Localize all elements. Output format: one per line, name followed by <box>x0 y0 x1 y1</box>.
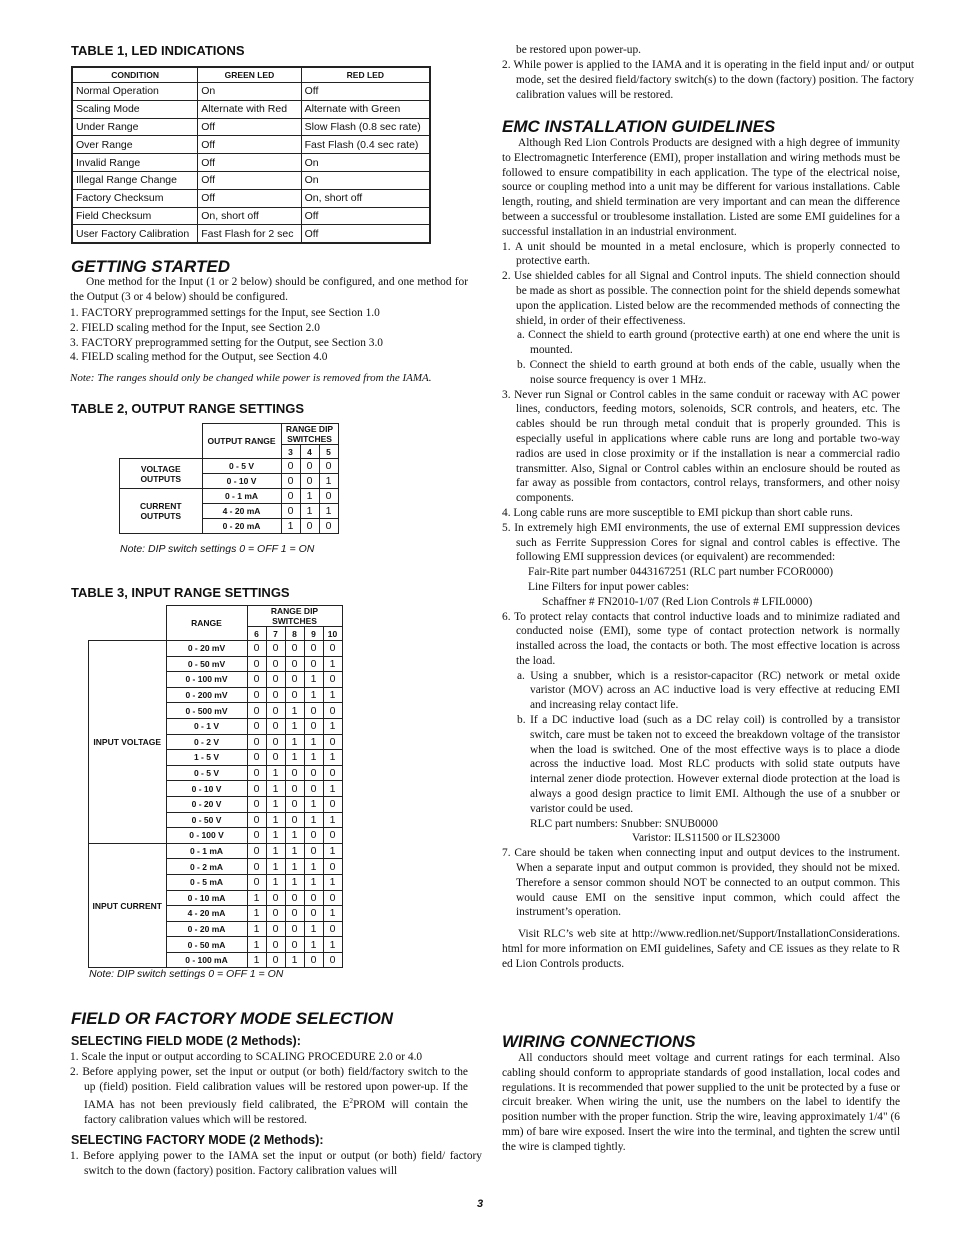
table3-dip-cell: 1 <box>285 874 304 890</box>
emc-visit: Visit RLC’s web site at http://www.redlion.net/Support/InstallationConsiderations.html for more information on EMI guidelines, Safety and CE issues as they relate to Red Lion Controls products. <box>502 928 900 970</box>
table3-dip-cell: 0 <box>266 703 285 719</box>
getting-started-list <box>70 306 468 365</box>
table2-range-cell: 0 - 1 mA <box>202 489 281 504</box>
table3-dip-cell: 0 <box>304 703 323 719</box>
table3-note: Note: DIP switch settings 0 = OFF 1 = ON <box>89 968 284 980</box>
table3-dip-cell: 1 <box>285 718 304 734</box>
table3-col-range: RANGE <box>166 606 247 641</box>
table-row <box>120 459 339 474</box>
table-cell: On <box>301 171 430 189</box>
table3-dip-cell: 0 <box>247 859 266 875</box>
table3-dip-cell: 1 <box>304 796 323 812</box>
table3-dip-cell: 0 <box>285 641 304 657</box>
table-cell: Off <box>198 154 301 172</box>
table3-dip-cell: 1 <box>304 734 323 750</box>
table3-dip-cell: 1 <box>247 890 266 906</box>
list-item: 1. FACTORY preprogrammed settings for the Input, see Section 1.0 <box>70 307 380 319</box>
emc-item-2b: b. Connect the shield to earth ground at both ends of the cable, usually when the noise source frequency is over 1 MHz. <box>517 358 900 386</box>
table2-group-label: CURRENT OUTPUTS <box>120 489 203 534</box>
table3-range-cell: 4 - 20 mA <box>166 906 247 922</box>
table3-dip-cell: 1 <box>285 703 304 719</box>
table3-dip-cell: 0 <box>247 687 266 703</box>
table2-range-cell: 0 - 5 V <box>202 459 281 474</box>
table2-dip-cell: 1 <box>300 504 319 519</box>
table3-dip-cell: 0 <box>266 687 285 703</box>
table3-dip-cell: 0 <box>247 703 266 719</box>
table3-dip-cell: 0 <box>266 937 285 953</box>
table3-switch-header: 7 <box>266 627 285 641</box>
table2-dip-cell: 0 <box>300 519 319 534</box>
table3-range-cell: 0 - 10 V <box>166 781 247 797</box>
table3-dip-cell: 0 <box>323 859 342 875</box>
table3-dip-cell: 0 <box>304 656 323 672</box>
table-cell: On <box>198 83 301 101</box>
table3-dip-cell: 1 <box>304 750 323 766</box>
table3-dip-cell: 0 <box>247 796 266 812</box>
table3-dip-cell: 0 <box>304 781 323 797</box>
table3-dip-cell: 1 <box>285 750 304 766</box>
table3-dip-cell: 1 <box>266 843 285 859</box>
table2-dip-cell: 0 <box>300 474 319 489</box>
emc-item-7: 7. Care should be taken when connecting input and output devices to the instrument. When a separate input and output common is provided, they should not be mixed. Therefore a sensor common should NOT be connected to an output common. This would cause EMI on the sensitive input common, which could affect the instrument’s operation. <box>502 847 900 919</box>
table3-dip-cell: 0 <box>323 921 342 937</box>
table-row <box>89 843 343 859</box>
table2-dip-cell: 1 <box>300 489 319 504</box>
table-row <box>120 489 339 504</box>
table-cell: On <box>301 154 430 172</box>
table3-dip-cell: 1 <box>266 765 285 781</box>
table-cell: On, short off <box>301 189 430 207</box>
table3-dip-cell: 1 <box>285 952 304 968</box>
table-cell: Fast Flash for 2 sec <box>198 225 301 243</box>
table3-range-cell: 0 - 50 mV <box>166 656 247 672</box>
emc-item-4: 4. Long cable runs are more susceptible to EMI pickup than short cable runs. <box>502 506 853 519</box>
table3-range-cell: 0 - 100 mA <box>166 952 247 968</box>
table3-dip-cell: 1 <box>323 656 342 672</box>
table-cell: Fast Flash (0.4 sec rate) <box>301 136 430 154</box>
table3-dip-cell: 1 <box>304 812 323 828</box>
table3-title: TABLE 3, INPUT RANGE SETTINGS <box>71 585 290 600</box>
table3-switch-header: 10 <box>323 627 342 641</box>
table3-dip-cell: 0 <box>304 718 323 734</box>
table-cell: On, short off <box>198 207 301 225</box>
table-cell: Scaling Mode <box>72 100 198 118</box>
table3-dip-cell: 0 <box>304 641 323 657</box>
table2-switch-header: 4 <box>300 445 319 459</box>
table3-dip-cell: 1 <box>266 781 285 797</box>
table3-dip-cell: 0 <box>285 672 304 688</box>
table3-range-cell: 0 - 2 V <box>166 734 247 750</box>
table3-range-cell: 0 - 20 mA <box>166 921 247 937</box>
table3-dip-cell: 1 <box>323 750 342 766</box>
emc-item-6a: a. Using a snubber, which is a resistor-capacitor (RC) network or metal oxide varistor (MOV) across an AC inductive load is very effective at reducing EMI and increasing relay contact life. <box>517 669 900 712</box>
table3-dip-cell: 0 <box>323 703 342 719</box>
emc-item-5-line3: Schaffner # FN2010-1/07 (Red Lion Controls # LFIL0000) <box>542 595 813 608</box>
table2-switch-header: 3 <box>281 445 300 459</box>
table2-dip-cell: 0 <box>281 474 300 489</box>
table3-dip-cell: 0 <box>285 796 304 812</box>
table3-dip-cell: 0 <box>323 796 342 812</box>
table3-range-cell: 0 - 20 mV <box>166 641 247 657</box>
table3-group-label: INPUT CURRENT <box>89 843 167 968</box>
table3-range-cell: 0 - 100 V <box>166 828 247 844</box>
table3-dip-cell: 0 <box>285 781 304 797</box>
table3-dip-cell: 1 <box>285 734 304 750</box>
table3-dip-cell: 1 <box>247 906 266 922</box>
field-mode-subheading: SELECTING FIELD MODE (2 Methods): <box>71 1034 301 1048</box>
table3-range-cell: 0 - 200 mV <box>166 687 247 703</box>
table3-dip-cell: 0 <box>323 952 342 968</box>
table3-dip-cell: 1 <box>323 812 342 828</box>
factory-mode-subheading: SELECTING FACTORY MODE (2 Methods): <box>71 1133 324 1147</box>
table3-range-cell: 1 - 5 V <box>166 750 247 766</box>
table3-range-cell: 0 - 5 V <box>166 765 247 781</box>
table2-range-cell: 0 - 20 mA <box>202 519 281 534</box>
output-range-table <box>119 423 339 534</box>
table2-dip-cell: 0 <box>300 459 319 474</box>
table3-dip-cell: 0 <box>247 828 266 844</box>
emc-item-1: 1. A unit should be mounted in a metal enclosure, which is properly connected to protective earth. <box>502 240 900 268</box>
emc-item-5: 5. In extremely high EMI environments, the use of external EMI suppression devices such as Ferrite Suppression Cores for signal and control cables is effective. The following EMI suppression devices (or equivalent) are recommended: <box>502 521 900 564</box>
table2-dip-cell: 1 <box>319 474 338 489</box>
getting-started-note: Note: The ranges should only be changed while power is removed from the IAMA. <box>70 372 432 384</box>
emc-item-6-rlc2: Varistor: ILS11500 or ILS23000 <box>632 832 780 845</box>
table3-dip-cell: 1 <box>266 796 285 812</box>
table1-header: CONDITION <box>72 67 198 83</box>
table-row <box>72 154 430 172</box>
table3-dip-cell: 0 <box>247 718 266 734</box>
table3-dip-cell: 1 <box>285 828 304 844</box>
table3-dip-cell: 0 <box>247 734 266 750</box>
table3-dip-cell: 0 <box>247 765 266 781</box>
table-cell: Off <box>301 83 430 101</box>
table2-dip-cell: 1 <box>281 519 300 534</box>
table3-dip-cell: 0 <box>266 672 285 688</box>
table2-group-label: VOLTAGE OUTPUTS <box>120 459 203 489</box>
table3-group-label: INPUT VOLTAGE <box>89 641 167 844</box>
table-cell: Alternate with Green <box>301 100 430 118</box>
table3-dip-cell: 0 <box>304 952 323 968</box>
table2-title: TABLE 2, OUTPUT RANGE SETTINGS <box>71 401 305 416</box>
table3-range-cell: 0 - 2 mA <box>166 859 247 875</box>
table3-dip-cell: 1 <box>304 672 323 688</box>
table2-col-range: OUTPUT RANGE <box>202 424 281 459</box>
table3-range-cell: 0 - 100 mV <box>166 672 247 688</box>
page-number: 3 <box>477 1198 484 1210</box>
emc-heading: EMC INSTALLATION GUIDELINES <box>502 117 776 136</box>
led-indications-table <box>71 66 431 244</box>
table3-dip-cell: 0 <box>323 641 342 657</box>
factory-mode-item-1-cont: be restored upon power-up. <box>516 44 642 56</box>
emc-item-6b: b. If a DC inductive load (such as a DC relay coil) is controlled by a transistor switch, care must be taken not to exceed the breakdown voltage of the transistor when the load is switched. One of the most effective ways is to place a diode across the inductive load. Most RLC products with solid state outputs have internal zener diode protection. However external diode protection at the load is always a good design practice to limit EMI. Although the use of a snubber or varistor could be used. <box>517 714 900 815</box>
table3-range-cell: 0 - 50 V <box>166 812 247 828</box>
table3-dip-cell: 0 <box>247 641 266 657</box>
table3-dip-cell: 0 <box>247 843 266 859</box>
table-cell: Off <box>198 171 301 189</box>
table3-dip-cell: 0 <box>304 765 323 781</box>
table-cell: Over Range <box>72 136 198 154</box>
getting-started-heading: GETTING STARTED <box>71 257 230 276</box>
list-item: 2. FIELD scaling method for the Input, see Section 2.0 <box>70 321 320 334</box>
table-row <box>72 171 430 189</box>
table3-dip-cell: 0 <box>247 781 266 797</box>
table2-dip-cell: 0 <box>319 459 338 474</box>
table2-switch-header: 5 <box>319 445 338 459</box>
table3-dip-cell: 0 <box>285 937 304 953</box>
table3-dip-cell: 0 <box>323 828 342 844</box>
table3-dip-cell: 1 <box>247 952 266 968</box>
table3-dip-cell: 1 <box>304 921 323 937</box>
table3-dip-cell: 0 <box>285 687 304 703</box>
table3-dip-cell: 0 <box>266 921 285 937</box>
list-item: 2. Before applying power, set the input or output (or both) field/factory switch to the up (field) position. Field calibration values will be restored upon power-up. If the IAMA has not been previously field calibrated, the $E^2PROM$ will contain the factory calibration values which will be restored. <box>70 1065 468 1126</box>
table3-range-cell: 0 - 20 V <box>166 796 247 812</box>
table3-dip-cell: 0 <box>247 672 266 688</box>
table3-dip-cell: 1 <box>304 859 323 875</box>
table-cell: Off <box>198 136 301 154</box>
input-range-table <box>88 605 343 968</box>
table3-dip-cell: 0 <box>323 734 342 750</box>
table3-dip-cell: 0 <box>285 890 304 906</box>
table-row <box>72 207 430 225</box>
table3-dip-cell: 0 <box>266 906 285 922</box>
table3-dip-cell: 0 <box>285 906 304 922</box>
table3-dip-cell: 0 <box>266 718 285 734</box>
table3-dip-cell: 1 <box>323 687 342 703</box>
table-cell: Off <box>198 118 301 136</box>
table2-dip-cell: 0 <box>281 504 300 519</box>
table3-dip-cell: 0 <box>285 765 304 781</box>
table2-dip-cell: 0 <box>319 489 338 504</box>
table3-range-cell: 0 - 1 mA <box>166 843 247 859</box>
emc-item-6: 6. To protect relay contacts that control inductive loads and to minimize radiated and conducted noise (EMI), some type of contact protection network is normally installed across the load, the contacts or both. The most effective location is across the load. <box>502 610 900 667</box>
table2-dip-cell: 0 <box>281 489 300 504</box>
table3-range-cell: 0 - 10 mA <box>166 890 247 906</box>
table3-switch-header: 9 <box>304 627 323 641</box>
table-cell: Invalid Range <box>72 154 198 172</box>
list-item: 3. FACTORY preprogrammed setting for the Output, see Section 3.0 <box>70 336 383 349</box>
table3-dip-cell: 1 <box>285 843 304 859</box>
table-row <box>89 641 343 657</box>
table3-dip-cell: 0 <box>285 656 304 672</box>
table3-dip-cell: 0 <box>266 734 285 750</box>
table3-dip-cell: 0 <box>323 672 342 688</box>
table2-dip-cell: 1 <box>319 504 338 519</box>
factory-mode-item-2: 2. While power is applied to the IAMA and it is operating in the field input and/ or output mode, set the desired field/factory switch(s) to the down (factory) position. The factory calibration values will be restored. <box>502 59 914 101</box>
table3-dip-cell: 0 <box>323 890 342 906</box>
emc-body <box>502 136 900 972</box>
table3-col-dip: RANGE DIP SWITCHES <box>247 606 342 627</box>
emc-item-5-line2: Line Filters for input power cables: <box>528 580 690 593</box>
table3-dip-cell: 1 <box>247 937 266 953</box>
table3-switch-header: 8 <box>285 627 304 641</box>
table-cell: Off <box>198 189 301 207</box>
table-row <box>72 136 430 154</box>
table-cell: Alternate with Red <box>198 100 301 118</box>
table3-dip-cell: 0 <box>304 828 323 844</box>
table3-dip-cell: 0 <box>285 812 304 828</box>
factory-mode-item-1: 1. Before applying power to the IAMA set the input or output (or both) field/ factory switch to the down (factory) position. Factory calibration values will <box>70 1150 482 1177</box>
table3-range-cell: 0 - 50 mA <box>166 937 247 953</box>
table3-dip-cell: 0 <box>266 890 285 906</box>
table-cell: Field Checksum <box>72 207 198 225</box>
wiring-heading: WIRING CONNECTIONS <box>502 1032 696 1051</box>
table3-dip-cell: 0 <box>266 656 285 672</box>
table3-dip-cell: 1 <box>323 874 342 890</box>
table-cell: Normal Operation <box>72 83 198 101</box>
table-cell: Off <box>301 207 430 225</box>
table2-col-dip: RANGE DIP SWITCHES <box>281 424 338 445</box>
table-row <box>72 118 430 136</box>
table3-dip-cell: 1 <box>266 828 285 844</box>
table3-dip-cell: 1 <box>247 921 266 937</box>
table3-dip-cell: 0 <box>304 906 323 922</box>
getting-started-intro: One method for the Input (1 or 2 below) should be configured, and one method for the Output (3 or 4 below) should be configured. <box>70 276 468 303</box>
table2-range-cell: 4 - 20 mA <box>202 504 281 519</box>
table-row <box>72 83 430 101</box>
list-item: 4. FIELD scaling method for the Output, see Section 4.0 <box>70 351 328 364</box>
table3-range-cell: 0 - 5 mA <box>166 874 247 890</box>
table-cell: Factory Checksum <box>72 189 198 207</box>
table3-dip-cell: 1 <box>323 718 342 734</box>
table3-dip-cell: 1 <box>323 843 342 859</box>
emc-item-2a: a. Connect the shield to earth ground (protective earth) at one end where the unit is mounted. <box>517 329 900 357</box>
emc-item-6-rlc1: RLC part numbers: Snubber: SNUB0000 <box>530 817 718 830</box>
table3-dip-cell: 1 <box>304 937 323 953</box>
emc-intro: Although Red Lion Controls Products are designed with a high degree of immunity to Electromagnetic Interference (EMI), proper installation and wiring methods must be followed to ensure compatibility in each application. The type of the electrical noise, source or coupling method into a unit may be different for various installations. Cable length, routing, and shield termination are very important and can mean the difference between a successful or troublesome installation. Listed are some EMI guidelines for a successful installation in an industrial environment. <box>502 137 900 238</box>
field-mode-list <box>70 1050 468 1128</box>
table1-header: RED LED <box>301 67 430 83</box>
table-cell: User Factory Calibration <box>72 225 198 243</box>
table1-title: TABLE 1, LED INDICATIONS <box>71 43 245 58</box>
wiring-body: All conductors should meet voltage and current ratings for each terminal. Also cabling should conform to appropriate standards of good installation, local codes and regulations. It is recommended that power supplied to the unit be protected by a fuse or circuit breaker. When wiring the unit, use the numbers on the label to identify the position number with the proper function. Strip the wire, leaving approximately 1/4" (6 mm) of bare wire exposed. Insert the wire into the terminal, and tighten the screw until the wire is clamped tightly. <box>502 1052 900 1153</box>
table3-dip-cell: 1 <box>266 874 285 890</box>
table3-dip-cell: 0 <box>323 765 342 781</box>
table3-dip-cell: 0 <box>247 812 266 828</box>
table3-dip-cell: 1 <box>323 781 342 797</box>
table-row <box>72 189 430 207</box>
table3-switch-header: 6 <box>247 627 266 641</box>
table3-dip-cell: 1 <box>304 687 323 703</box>
table3-dip-cell: 0 <box>266 641 285 657</box>
emc-item-5-line1: Fair-Rite part number 0443167251 (RLC part number FCOR0000) <box>528 566 834 579</box>
emc-item-2: 2. Use shielded cables for all Signal and Control inputs. The shield connection should be made as short as possible. The connection point for the shield depends somewhat upon the application. Listed below are the recommended methods of connecting the shield, in order of their effectiveness. <box>502 270 900 327</box>
list-item: 1. Scale the input or output according to SCALING PROCEDURE 2.0 or 4.0 <box>70 1051 423 1063</box>
table-cell: Under Range <box>72 118 198 136</box>
table3-dip-cell: 0 <box>247 656 266 672</box>
table-row <box>72 100 430 118</box>
table3-dip-cell: 1 <box>266 859 285 875</box>
table3-dip-cell: 1 <box>323 906 342 922</box>
table3-range-cell: 0 - 1 V <box>166 718 247 734</box>
table3-dip-cell: 0 <box>247 750 266 766</box>
table2-range-cell: 0 - 10 V <box>202 474 281 489</box>
table-row <box>72 225 430 243</box>
table3-dip-cell: 0 <box>266 952 285 968</box>
table2-dip-cell: 0 <box>281 459 300 474</box>
table3-range-cell: 0 - 500 mV <box>166 703 247 719</box>
table3-dip-cell: 1 <box>323 937 342 953</box>
table3-dip-cell: 0 <box>304 890 323 906</box>
table3-dip-cell: 0 <box>266 750 285 766</box>
table3-dip-cell: 1 <box>285 859 304 875</box>
table2-dip-cell: 0 <box>319 519 338 534</box>
table3-dip-cell: 1 <box>304 874 323 890</box>
table-cell: Illegal Range Change <box>72 171 198 189</box>
table3-dip-cell: 0 <box>285 921 304 937</box>
emc-item-3: 3. Never run Signal or Control cables in the same conduit or raceway with AC power lines, conductors, feeding motors, solenoids, SCR controls, and heaters, etc. The cables should be run through metal conduit that is properly grounded. This is especially useful in applications where cable runs are long and portable two-way radios are used in close proximity or if the installation is near a commercial radio transmitter. Also, Signal or Control cables within an enclosure should be routed as far away as possible from contactors, control relays, transformers, and other noisy components. <box>502 388 900 505</box>
table-cell: Off <box>301 225 430 243</box>
table3-dip-cell: 1 <box>266 812 285 828</box>
table2-note: Note: DIP switch settings 0 = OFF 1 = ON <box>120 543 315 555</box>
table-cell: Slow Flash (0.8 sec rate) <box>301 118 430 136</box>
field-factory-heading: FIELD OR FACTORY MODE SELECTION <box>71 1009 394 1028</box>
table3-dip-cell: 0 <box>247 874 266 890</box>
table1-header: GREEN LED <box>198 67 301 83</box>
table3-dip-cell: 0 <box>304 843 323 859</box>
